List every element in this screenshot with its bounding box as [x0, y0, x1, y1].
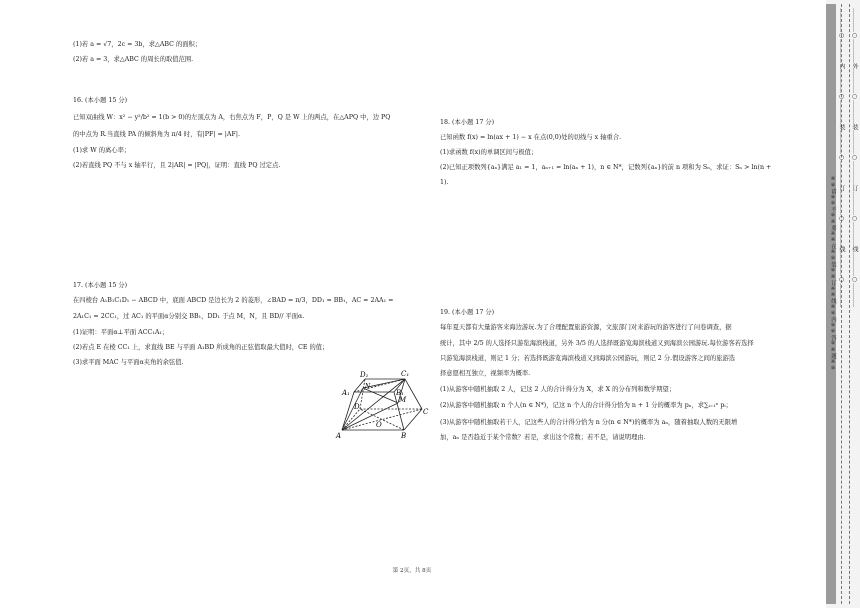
- label-M: M: [399, 396, 407, 404]
- frustum-figure: [334, 366, 434, 444]
- label-C: C: [423, 408, 429, 416]
- q16-line-2: 的中点为 R.当直线 PA 的倾斜角为 π/4 时，有|PF| = |AF|.: [73, 131, 240, 138]
- binding-marks-inner: …………○…………内…………○…………装…………○…………订…………○…………线…………○…………: [838, 8, 845, 307]
- label-N: N: [365, 383, 371, 390]
- q17-line-1: 在四棱台 A₁B₁C₁D₁ − ABCD 中，底面 ABCD 是边长为 2 的菱形，∠BAD = π/3，DD₁ = BB₁，AC = 2AA₁ =: [73, 297, 394, 304]
- q16-line-3: (1)求 W 的离心率；: [73, 147, 131, 154]
- binding-warning: ※※请※※不※※要※※在※※装※※订※※线※※内※※答※※题※※: [830, 176, 836, 372]
- q19-line-3: 只游览海滨栈道，则记 1 分；若选择既游览海滨栈道又到海滨公园游玩，则记 2 分.假设游客之间的旅游选: [440, 355, 736, 362]
- q17-line-2: 2A₁C₁ = 2CC₁，过 AC₁ 的平面α分别交 BB₁，DD₁ 于点 M，N，且 BD// 平面α.: [73, 313, 305, 320]
- label-B: B: [401, 432, 407, 440]
- page-footer: 第 2页，共 8页: [392, 568, 432, 574]
- q16-title: 16. (本小题 15 分): [73, 97, 128, 104]
- label-O: O: [376, 421, 382, 429]
- q16-line-4: (2)若直线 PQ 不与 x 轴平行，且 2|AR| = |PQ|，证明：直线 PQ 过定点.: [73, 162, 281, 169]
- q18-line-2: (1)求函数 f(x)的单调区间与极值；: [440, 149, 538, 156]
- left-top-line-1: (1)若 a = √7，2c = 3b，求△ABC 的面积；: [73, 41, 202, 48]
- label-A1: A₁: [342, 389, 350, 397]
- q18-title: 18. (本小题 17 分): [440, 119, 495, 126]
- q19-line-5: (1)从游客中随机抽取 2 人，记这 2 人的合计得分为 X，求 X 的分布列和数学期望；: [440, 386, 676, 393]
- q19-line-8: 加，aₙ 是否趋近于某个常数？若是，求出这个常数；若不是，请说明理由.: [440, 434, 646, 441]
- q17-line-5: (3)求平面 MAC 与平面α夹角的余弦值.: [73, 359, 184, 366]
- label-D1: D₁: [360, 371, 369, 379]
- q19-line-2: 统计，其中 2/5 的人选择只游览海滨栈道，另外 3/5 的人选择既游览海滨栈道又到海滨公园游玩.每位游客若选择: [440, 340, 754, 347]
- q19-line-7: (3)从游客中随机抽取若干人，记这些人的合计得分恰为 n 分(n ∈ N*)的概率为 aₙ，随着抽取人数的无限增: [440, 419, 738, 426]
- label-D: D: [354, 403, 360, 411]
- binding-marks-outer: …………○…………外…………○…………装…………○…………订…………○…………线…………○…………: [851, 8, 858, 307]
- q19-line-1: 每年夏天都有大量游客来海边游玩.为了合理配置旅游资源，文旅部门对来游玩的游客进行了问卷调查，据: [440, 324, 732, 331]
- q19-line-6: (2)从游客中随机抽取 n 个人(n ∈ N*)，记这 n 个人的合计得分恰为 n + 1 分的概率为 pₙ，求∑ᵢ₌₁ⁿ pᵢ；: [440, 402, 732, 409]
- label-C1: C₁: [401, 370, 410, 378]
- q16-line-1: 已知双曲线 W：x² − y²/b² = 1(b > 0)的左顶点为 A，右焦点为 F，P，Q 是 W 上的两点，在△APQ 中，边 PQ: [73, 114, 391, 121]
- q18-line-3: (2)已知正项数列{aₙ}满足 a₁ = 1，aₙ₊₁ = ln(aₙ + 1)，n ∈ N*，记数列{aₙ}的前 n 项和为 Sₙ，求证：Sₙ > ln(n +: [440, 164, 772, 171]
- q17-line-3: (1)证明：平面α⊥平面 ACC₁A₁；: [73, 329, 169, 336]
- binding-strip: [826, 0, 860, 608]
- label-B1: B₁: [396, 389, 404, 397]
- q19-title: 19. (本小题 17 分): [440, 309, 495, 316]
- q19-line-4: 择意愿相互独立，视频率为概率.: [440, 370, 531, 377]
- q18-line-1: 已知函数 f(x) = ln(ax + 1) − x 在点(0,0)处的切线与 x 轴重合.: [440, 134, 622, 141]
- left-top-line-2: (2)若 a = 3，求△ABC 的周长的取值范围.: [73, 56, 194, 63]
- q17-line-4: (2)若点 E 在棱 CC₁ 上，求直线 BE 与平面 A₁BD 所成角的正弦值取最大值时，CE 的值；: [73, 344, 329, 351]
- q17-title: 17. (本小题 15 分): [73, 282, 128, 289]
- label-A: A: [336, 432, 342, 440]
- q18-line-4: 1).: [440, 179, 449, 186]
